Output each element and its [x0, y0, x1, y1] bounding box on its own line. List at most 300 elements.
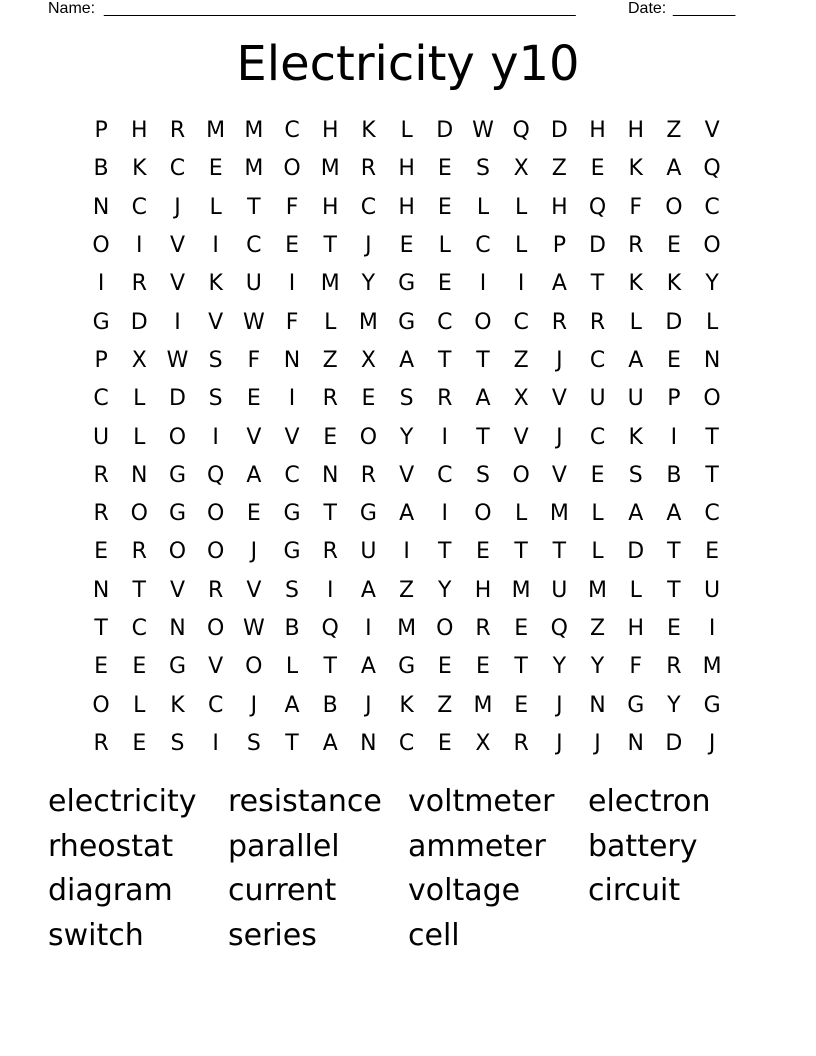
grid-letter: R — [131, 539, 147, 565]
grid-letter: F — [629, 654, 643, 680]
grid-letter: J — [250, 692, 258, 718]
grid-letter: R — [513, 730, 529, 756]
header-fields — [48, 0, 748, 20]
word-search-grid — [82, 112, 732, 763]
grid-letter: E — [437, 271, 452, 297]
grid-letter: H — [627, 616, 644, 641]
grid-letter: Z — [322, 347, 338, 373]
grid-letter: I — [212, 424, 219, 450]
grid-letter: M — [588, 577, 608, 603]
grid-letter: H — [589, 118, 606, 144]
grid-letter: E — [361, 386, 376, 412]
grid-letter: A — [666, 501, 682, 527]
grid-letter: I — [212, 730, 219, 756]
grid-letter: L — [400, 118, 413, 144]
grid-letter: W — [166, 347, 189, 373]
grid-letter: A — [666, 156, 682, 182]
grid-letter: M — [358, 309, 378, 335]
grid-row — [82, 610, 732, 648]
grid-letter: J — [365, 233, 372, 259]
grid-letter: M — [206, 118, 226, 144]
grid-letter: T — [323, 501, 337, 527]
grid-letter: L — [591, 501, 604, 527]
grid-letter: M — [244, 156, 264, 182]
grid-letter: P — [94, 347, 108, 373]
grid-letter: I — [326, 577, 334, 603]
date-field[interactable]: _______ — [673, 0, 736, 17]
grid-letter: I — [441, 501, 449, 527]
grid-letter: E — [94, 654, 109, 680]
grid-letter: E — [94, 539, 109, 565]
grid-letter: Q — [512, 118, 530, 144]
grid-letter: E — [437, 156, 452, 182]
grid-letter: H — [321, 118, 339, 144]
grid-letter: K — [361, 118, 376, 144]
grid-letter: E — [666, 233, 681, 259]
grid-letter: J — [708, 730, 716, 756]
grid-letter: X — [360, 347, 376, 373]
grid-letter: R — [360, 462, 377, 488]
grid-letter: K — [399, 692, 414, 718]
grid-letter: T — [323, 654, 337, 680]
grid-letter: C — [704, 194, 720, 220]
grid-letter: Q — [206, 462, 225, 488]
grid-letter: R — [437, 386, 453, 412]
grid-letter: L — [133, 692, 146, 718]
grid-letter: K — [170, 692, 185, 718]
grid-letter: A — [628, 501, 644, 527]
grid-letter: U — [627, 386, 644, 412]
grid-letter: H — [474, 577, 492, 603]
grid-letter: P — [667, 386, 681, 412]
grid-letter: N — [169, 616, 186, 641]
grid-letter: I — [288, 386, 296, 412]
grid-letter: Q — [703, 156, 721, 182]
grid-letter: C — [360, 194, 377, 220]
grid-letter: V — [208, 309, 224, 335]
grid-letter: O — [92, 692, 110, 718]
grid-letter: I — [174, 309, 181, 335]
grid-letter: A — [628, 347, 644, 373]
grid-letter: L — [133, 424, 146, 450]
grid-letter: K — [628, 271, 643, 297]
grid-letter: S — [285, 577, 300, 603]
grid-letter: E — [437, 654, 452, 680]
grid-letter: R — [131, 271, 147, 297]
grid-letter: E — [132, 654, 147, 680]
grid-letter: T — [323, 233, 337, 259]
grid-letter: N — [321, 462, 339, 488]
grid-letter: E — [590, 156, 605, 182]
grid-letter: O — [703, 386, 721, 412]
grid-letter: R — [169, 118, 186, 144]
grid-letter: X — [513, 386, 529, 412]
grid-letter: D — [665, 309, 683, 335]
grid-letter: E — [399, 233, 414, 259]
grid-row — [82, 648, 732, 686]
grid-letter: S — [208, 347, 223, 373]
grid-letter: V — [169, 577, 185, 603]
grid-letter: Z — [589, 616, 606, 641]
grid-letter: K — [132, 156, 147, 182]
grid-letter: T — [94, 616, 108, 641]
word-list-item: ammeter — [408, 828, 546, 864]
grid-letter: Q — [550, 616, 568, 641]
grid-letter: Z — [551, 156, 567, 182]
grid-letter: O — [130, 501, 148, 527]
grid-letter: Y — [438, 577, 452, 603]
grid-letter: Z — [513, 347, 529, 373]
word-list-item: series — [228, 918, 317, 954]
grid-letter: I — [708, 616, 716, 641]
grid-letter: Z — [437, 692, 453, 718]
grid-letter: G — [398, 271, 416, 297]
grid-row — [82, 686, 732, 724]
grid-letter: O — [206, 616, 225, 641]
grid-letter: H — [398, 156, 415, 182]
grid-letter: G — [168, 501, 186, 527]
grid-letter: U — [551, 577, 568, 603]
grid-letter: E — [323, 424, 338, 450]
grid-letter: E — [476, 539, 490, 565]
grid-letter: E — [437, 730, 452, 756]
word-list-item: electron — [588, 784, 711, 819]
grid-letter: R — [93, 730, 109, 756]
grid-letter: E — [208, 156, 223, 182]
word-list — [48, 780, 768, 959]
grid-letter: C — [131, 616, 147, 641]
grid-letter: S — [170, 730, 185, 756]
grid-letter: G — [283, 539, 301, 565]
word-list-item: switch — [48, 918, 144, 954]
grid-letter: L — [705, 309, 719, 335]
grid-letter: T — [132, 577, 146, 603]
grid-letter: V — [169, 233, 185, 259]
grid-letter: E — [246, 501, 261, 527]
grid-letter: S — [475, 156, 490, 182]
grid-row — [82, 533, 732, 571]
grid-letter: C — [246, 233, 262, 259]
grid-letter: I — [212, 233, 219, 259]
grid-letter: O — [206, 539, 225, 565]
grid-letter: P — [552, 233, 566, 259]
grid-letter: T — [705, 424, 719, 450]
grid-row — [82, 342, 732, 380]
grid-letter: C — [437, 309, 453, 335]
grid-letter: J — [556, 730, 563, 756]
grid-letter: V — [208, 654, 224, 680]
grid-letter: G — [168, 462, 186, 488]
grid-letter: T — [476, 347, 490, 373]
grid-letter: T — [476, 424, 490, 450]
grid-letter: A — [399, 347, 415, 373]
word-list-item: current — [228, 873, 337, 909]
grid-letter: F — [247, 347, 261, 373]
grid-letter: D — [436, 118, 454, 144]
grid-letter: D — [130, 309, 148, 335]
grid-letter: O — [474, 501, 492, 527]
word-list-item: voltmeter — [408, 784, 555, 819]
grid-letter: B — [284, 616, 300, 641]
grid-letter: G — [398, 654, 416, 680]
grid-letter: J — [556, 692, 563, 718]
grid-letter: I — [670, 424, 678, 450]
word-list-item: electricity — [48, 784, 197, 819]
grid-letter: T — [247, 194, 261, 220]
grid-letter: M — [397, 616, 417, 641]
grid-letter: X — [513, 156, 529, 182]
grid-letter: O — [703, 233, 721, 259]
grid-letter: B — [93, 156, 109, 182]
grid-letter: E — [285, 233, 299, 259]
grid-letter: T — [514, 654, 528, 680]
grid-letter: D — [589, 233, 606, 259]
grid-letter: J — [594, 730, 601, 756]
grid-letter: O — [245, 654, 263, 680]
grid-letter: O — [436, 616, 454, 641]
grid-letter: I — [97, 271, 105, 297]
grid-letter: A — [284, 692, 300, 718]
grid-letter: X — [475, 730, 491, 756]
grid-letter: T — [590, 271, 605, 297]
grid-letter: A — [475, 386, 491, 412]
grid-letter: D — [627, 539, 645, 565]
grid-letter: R — [322, 386, 338, 412]
grid-letter: B — [666, 462, 682, 488]
grid-letter: G — [627, 692, 645, 718]
grid-letter: W — [242, 616, 265, 641]
grid-letter: C — [398, 730, 415, 756]
grid-letter: L — [133, 386, 146, 412]
grid-letter: Z — [666, 118, 682, 144]
grid-letter: Z — [399, 577, 415, 603]
grid-letter: N — [703, 347, 721, 373]
grid-letter: C — [513, 309, 529, 335]
grid-letter: U — [93, 424, 110, 450]
grid-letter: S — [475, 462, 490, 488]
word-list-item: diagram — [48, 873, 173, 909]
grid-letter: W — [472, 118, 494, 144]
grid-letter: H — [131, 118, 148, 144]
grid-letter: L — [629, 577, 642, 603]
grid-letter: Q — [588, 194, 607, 220]
grid-letter: Y — [552, 654, 567, 680]
grid-letter: K — [628, 424, 643, 450]
word-list-item: resistance — [228, 784, 382, 819]
grid-letter: M — [320, 156, 340, 182]
grid-letter: T — [438, 347, 452, 373]
grid-letter: G — [703, 692, 721, 718]
grid-row — [82, 418, 732, 456]
grid-letter: R — [360, 156, 377, 182]
grid-letter: J — [556, 424, 563, 450]
grid-letter: O — [359, 424, 378, 450]
name-field[interactable]: _____________________________________________________ — [104, 0, 576, 17]
grid-letter: N — [283, 347, 301, 373]
grid-letter: C — [169, 156, 186, 182]
grid-letter: I — [441, 424, 449, 450]
grid-letter: E — [514, 616, 529, 641]
date-label: Date: — [628, 0, 667, 17]
grid-letter: L — [515, 233, 528, 259]
grid-letter: K — [628, 156, 643, 182]
grid-letter: L — [629, 309, 642, 335]
word-list-item: battery — [588, 828, 698, 864]
grid-letter: J — [556, 347, 563, 373]
grid-letter: C — [207, 692, 224, 718]
grid-letter: Y — [399, 424, 414, 450]
grid-letter: E — [437, 194, 452, 220]
grid-letter: I — [517, 271, 525, 297]
grid-letter: M — [511, 577, 531, 603]
grid-letter: E — [246, 386, 261, 412]
grid-row — [82, 495, 732, 533]
grid-letter: O — [168, 424, 187, 450]
grid-letter: I — [288, 271, 296, 297]
grid-letter: P — [94, 118, 108, 144]
grid-letter: Q — [321, 616, 339, 641]
grid-letter: Y — [667, 692, 681, 718]
grid-letter: E — [514, 692, 529, 718]
grid-letter: T — [285, 730, 299, 756]
grid-letter: T — [514, 539, 528, 565]
grid-letter: S — [208, 386, 223, 412]
grid-letter: A — [551, 271, 567, 297]
grid-letter: V — [399, 462, 415, 488]
grid-letter: R — [589, 309, 606, 335]
grid-letter: U — [360, 539, 377, 565]
grid-letter: A — [360, 654, 376, 680]
word-list-item: voltage — [408, 873, 521, 909]
grid-letter: K — [208, 271, 223, 297]
grid-letter: V — [551, 462, 567, 488]
grid-letter: V — [704, 118, 720, 144]
grid-letter: E — [666, 616, 681, 641]
grid-letter: A — [360, 577, 376, 603]
grid-letter: N — [360, 730, 377, 756]
word-list-item: cell — [408, 918, 460, 954]
grid-letter: C — [131, 194, 147, 220]
grid-letter: O — [512, 462, 530, 488]
grid-row — [82, 112, 732, 150]
grid-letter: L — [324, 309, 337, 335]
grid-letter: O — [92, 233, 110, 259]
grid-row — [82, 265, 732, 303]
grid-letter: J — [365, 692, 372, 718]
grid-letter: L — [515, 194, 528, 220]
name-label: Name: — [48, 0, 96, 17]
grid-letter: L — [591, 539, 604, 565]
grid-letter: U — [704, 577, 721, 603]
grid-letter: U — [589, 386, 606, 412]
grid-letter: A — [399, 501, 415, 527]
grid-letter: S — [628, 462, 643, 488]
grid-letter: C — [704, 501, 720, 527]
grid-letter: G — [398, 309, 416, 335]
grid-row — [82, 303, 732, 341]
grid-letter: I — [136, 233, 143, 259]
grid-letter: T — [705, 462, 719, 488]
grid-letter: C — [284, 118, 300, 144]
grid-letter: G — [283, 501, 301, 527]
grid-letter: I — [365, 616, 372, 641]
grid-letter: L — [285, 654, 299, 680]
grid-letter: E — [132, 730, 147, 756]
grid-letter: L — [438, 233, 451, 259]
grid-row — [82, 189, 732, 227]
grid-letter: A — [322, 730, 338, 756]
grid-letter: T — [667, 577, 681, 603]
grid-letter: V — [169, 271, 185, 297]
grid-letter: C — [475, 233, 491, 259]
grid-letter: S — [246, 730, 261, 756]
grid-letter: E — [590, 462, 605, 488]
grid-letter: G — [168, 654, 186, 680]
grid-letter: D — [665, 730, 683, 756]
grid-letter: V — [551, 386, 567, 412]
grid-row — [82, 572, 732, 610]
grid-letter: B — [322, 692, 338, 718]
grid-letter: N — [92, 577, 110, 603]
grid-row — [82, 457, 732, 495]
grid-row — [82, 227, 732, 265]
grid-letter: X — [131, 347, 147, 373]
grid-letter: V — [513, 424, 529, 450]
grid-letter: N — [92, 194, 110, 220]
grid-letter: T — [667, 539, 681, 565]
grid-letter: R — [93, 462, 109, 488]
grid-letter: T — [438, 539, 452, 565]
word-list-item: parallel — [228, 828, 340, 864]
grid-letter: F — [285, 194, 299, 220]
grid-letter: R — [475, 616, 491, 641]
grid-letter: R — [208, 577, 224, 603]
grid-letter: R — [628, 233, 644, 259]
grid-letter: O — [283, 156, 301, 182]
grid-letter: M — [320, 271, 340, 297]
grid-letter: G — [359, 501, 377, 527]
grid-letter: V — [246, 424, 262, 450]
grid-letter: N — [627, 730, 644, 756]
grid-letter: S — [399, 386, 414, 412]
grid-letter: T — [552, 539, 567, 565]
grid-letter: U — [245, 271, 262, 297]
grid-letter: E — [476, 654, 490, 680]
grid-letter: W — [242, 309, 265, 335]
grid-letter: O — [474, 309, 492, 335]
grid-letter: E — [666, 347, 681, 373]
grid-letter: H — [321, 194, 339, 220]
grid-letter: L — [515, 501, 528, 527]
grid-letter: I — [403, 539, 410, 565]
grid-letter: C — [589, 424, 606, 450]
grid-letter: H — [398, 194, 415, 220]
grid-letter: H — [551, 194, 568, 220]
grid-letter: N — [131, 462, 148, 488]
grid-letter: M — [549, 501, 569, 527]
grid-letter: V — [284, 424, 300, 450]
grid-letter: F — [285, 309, 299, 335]
grid-letter: D — [168, 386, 186, 412]
grid-letter: K — [666, 271, 682, 297]
grid-letter: J — [174, 194, 181, 220]
grid-letter: M — [473, 692, 493, 718]
grid-letter: I — [479, 271, 487, 297]
grid-letter: F — [629, 194, 643, 220]
grid-letter: R — [322, 539, 338, 565]
grid-letter: Y — [361, 271, 376, 297]
grid-row — [82, 380, 732, 418]
